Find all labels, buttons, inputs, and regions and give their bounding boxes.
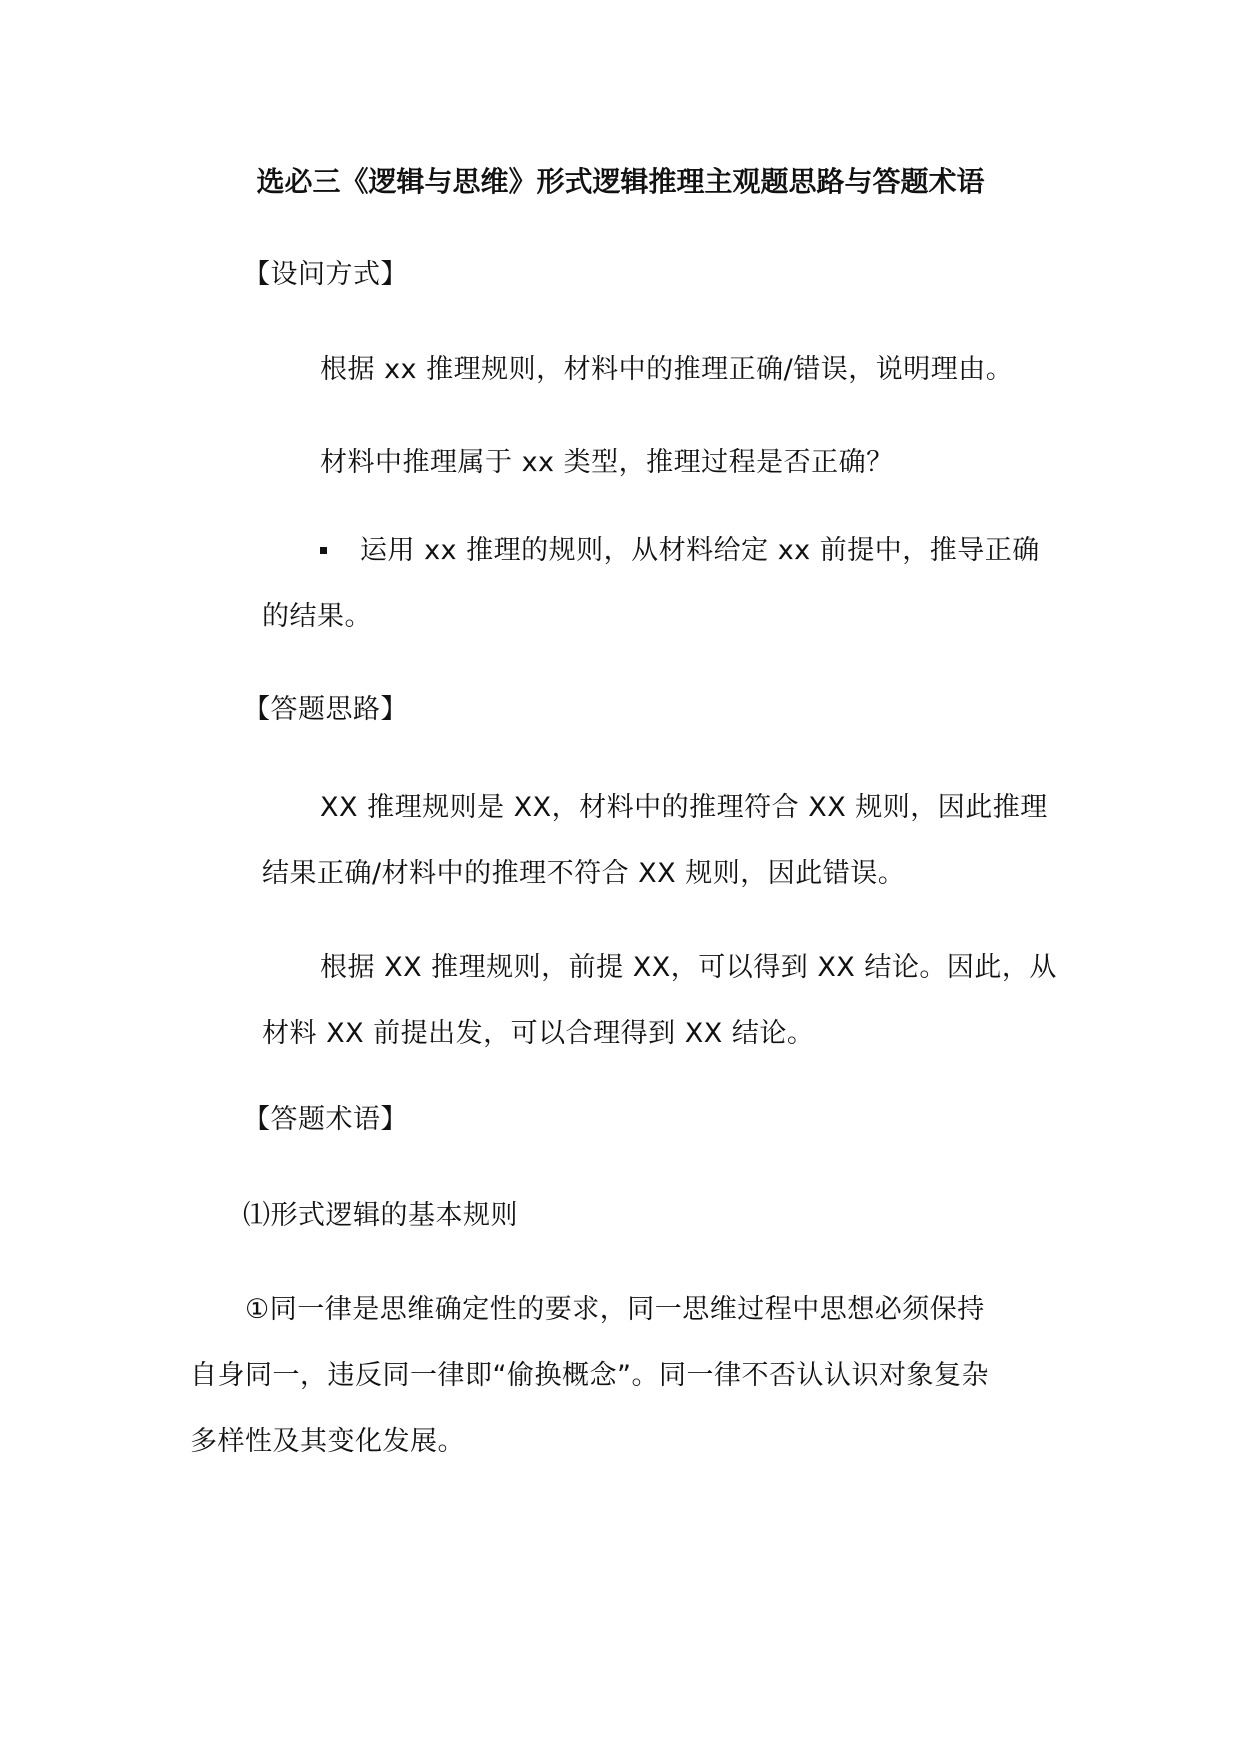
- question-bullet-line-2: 的结果。: [262, 601, 372, 632]
- document-title: 选必三《逻辑与思维》形式逻辑推理主观题思路与答题术语: [256, 165, 985, 198]
- approach-p2-line-1: 根据 XX 推理规则，前提 XX，可以得到 XX 结论。因此，从: [320, 952, 1057, 983]
- question-bullet-line-1: 运用 xx 推理的规则，从材料给定 xx 前提中，推导正确: [360, 535, 1040, 566]
- terms-item-1-line-1: ①同一律是思维确定性的要求，同一思维过程中思想必须保持: [245, 1294, 985, 1325]
- approach-p2-line-2: 材料 XX 前提出发，可以合理得到 XX 结论。: [262, 1018, 815, 1049]
- approach-p1-line-1: XX 推理规则是 XX，材料中的推理符合 XX 规则，因此推理: [320, 792, 1048, 823]
- section-heading-approach: 【答题思路】: [243, 694, 408, 725]
- section-heading-terms: 【答题术语】: [243, 1104, 408, 1135]
- terms-item-1-title: ⑴形式逻辑的基本规则: [243, 1200, 518, 1231]
- question-line-2: 材料中推理属于 xx 类型，推理过程是否正确？: [320, 447, 894, 478]
- section-heading-question: 【设问方式】: [243, 259, 408, 290]
- question-line-1: 根据 xx 推理规则，材料中的推理正确/错误，说明理由。: [320, 354, 1014, 385]
- approach-p1-line-2: 结果正确/材料中的推理不符合 XX 规则，因此错误。: [262, 858, 906, 889]
- terms-item-1-line-2: 自身同一，违反同一律即“偷换概念”。同一律不否认认识对象复杂: [190, 1360, 989, 1391]
- terms-item-1-line-3: 多样性及其变化发展。: [190, 1426, 465, 1457]
- bullet-square-icon: [320, 547, 327, 554]
